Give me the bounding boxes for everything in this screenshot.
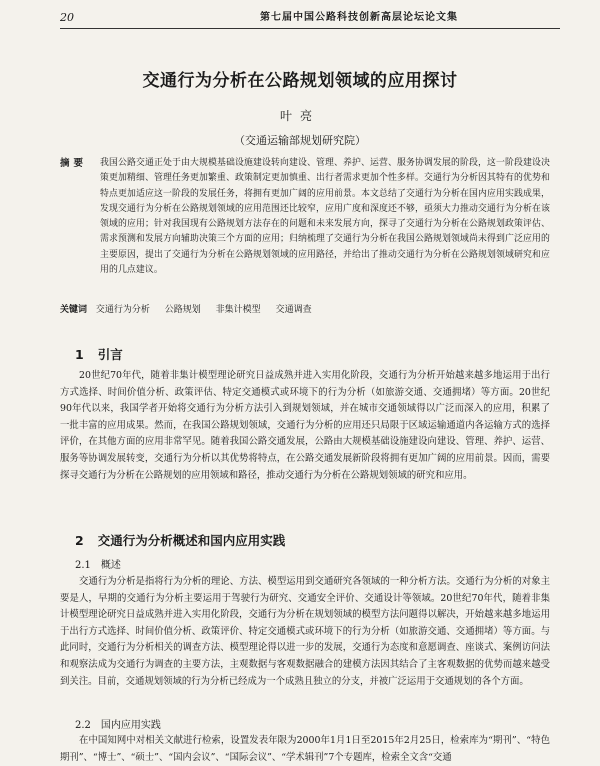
body-paragraph: 交通行为分析是指将行为分析的理论、方法、模型运用到交通研究各领域的一种分析方法。交通行为分析的对象主要是人，早期的交通行为分析主要运用于驾驶行为研究、交通安全评价、交通设计等领域。20世纪70年代，随着非集计模型理论研究日益成熟并进入实用化阶段，交通行为分析在规划领域的模型方法问题得以解决，开始越来越多地运用于出行方式选择、时间价值分析、政策评价、特定交通模式或环境下的行为分析（如旅游交通、交通拥堵）等方面。与此同时，交通行为分析相关的调查方法、模型理论得以进一步的发展，交通行为态度和意愿调查、座谈式、案例访问法和观察法成为交通行为调查的主要方法，主观数据与客观数据融合的建模方法因其结合了主客观数据的优势而越来越受到关注。目前，交通规划领域的行为分析已经成为一个成熟且独立的分支，并被广泛运用于交通规划的各个方面。 bbox=[60, 576, 550, 687]
section-heading bbox=[75, 345, 123, 363]
subsection-heading bbox=[75, 556, 121, 571]
body-paragraph: 在中国知网中对相关文献进行检索，设置发表年限为2000年1月1日至2015年2月25日，检索库为“期刊”、“特色期刊”、“博士”、“硕士”、“国内会议”、“国际会议”、“学术辑刊”7个专题库，检索全文含“交通 bbox=[60, 735, 550, 763]
keyword: 公路规划 bbox=[164, 305, 201, 315]
keyword: 交通调查 bbox=[275, 305, 312, 315]
subsection-heading bbox=[75, 716, 161, 731]
abstract-block bbox=[60, 156, 550, 278]
subsection-title: 国内应用实践 bbox=[100, 720, 161, 731]
page-number: 20 bbox=[60, 11, 74, 24]
body-paragraph: 20世纪70年代，随着非集计模型理论研究日益成熟并进入实用化阶段，交通行为分析开始越来越多地运用于出行方式选择、时间价值分析、政策评估、特定交通模式或环境下的行为分析（如旅游交通、交通拥堵）等方面。20世纪90年代以来，我国学者开始将交通行为分析方法引入到规划领域，并在城市交通领域得以广泛而深入的应用，积累了一批丰富的应用成果。然而，在我国公路规划领域，交通行为分析的应用还只局限于区域运输通道内各运输方式的选择评价，在其他方面的应用非常罕见。随着我国公路交通发展，公路由大规模基础设施建设向建设、管理、养护、运营、服务等协调发展转变，交通行为分析以其优势将特点，在公路交通发展新阶段将拥有更加广阔的应用前景。因而，需要探寻交通行为分析在公路规划的应用领域和路径，推动交通行为分析在公路规划领域的研究和应用。 bbox=[60, 370, 550, 481]
abstract-text: 我国公路交通正处于由大规模基础设施建设转向建设、管理、养护、运营、服务协调发展的阶段，这一阶段建设决策更加精细、管理任务更加繁重、政策制定更加慎重、出行者需求更加个性多样。交通行为分析因其特有的优势和特点更加适应这一阶段的发展任务，将拥有更加广阔的应用前景。本文总结了交通行为分析在国内应用实践成果，发现交通行为分析在公路规划领域的应用范围还比较窄，应用广度和深度还不够，亟须大力推动交通行为分析在该领域的应用；针对我国现有公路规划方法存在的问题和未来发展方向，探寻了交通行为分析在公路规划政策评估、需求预测和发展方向辅助决策三个方面的应用；归纳梳理了交通行为分析在我国公路规划领域尚未得到广泛应用的主要原因，提出了交通行为分析在公路规划领域的应用路径，并给出了推动交通行为分析在公路规划领域研究和应用的几点建议。 bbox=[100, 158, 550, 276]
section-number: 1 bbox=[75, 347, 84, 362]
proceedings-title: 第七届中国公路科技创新高层论坛论文集 bbox=[260, 12, 458, 23]
keyword: 非集计模型 bbox=[215, 305, 261, 315]
paper-title: 交通行为分析在公路规划领域的应用探讨 bbox=[142, 71, 458, 91]
section-heading bbox=[75, 531, 285, 549]
author-name: 叶亮 bbox=[279, 109, 320, 123]
keywords-line bbox=[60, 303, 550, 317]
subsection-number: 2.1 bbox=[75, 560, 91, 571]
section-title: 引言 bbox=[97, 347, 123, 362]
section-title: 交通行为分析概述和国内应用实践 bbox=[97, 533, 286, 548]
section-number: 2 bbox=[75, 533, 84, 548]
keyword: 交通行为分析 bbox=[95, 305, 150, 315]
subsection-number: 2.2 bbox=[75, 720, 91, 731]
running-header bbox=[60, 10, 560, 29]
subsection-title: 概述 bbox=[100, 560, 121, 571]
keywords-label: 关键词 bbox=[60, 305, 88, 315]
abstract-label: 摘要 bbox=[60, 158, 88, 169]
author-affiliation: （交通运输部规划研究院） bbox=[234, 134, 366, 147]
